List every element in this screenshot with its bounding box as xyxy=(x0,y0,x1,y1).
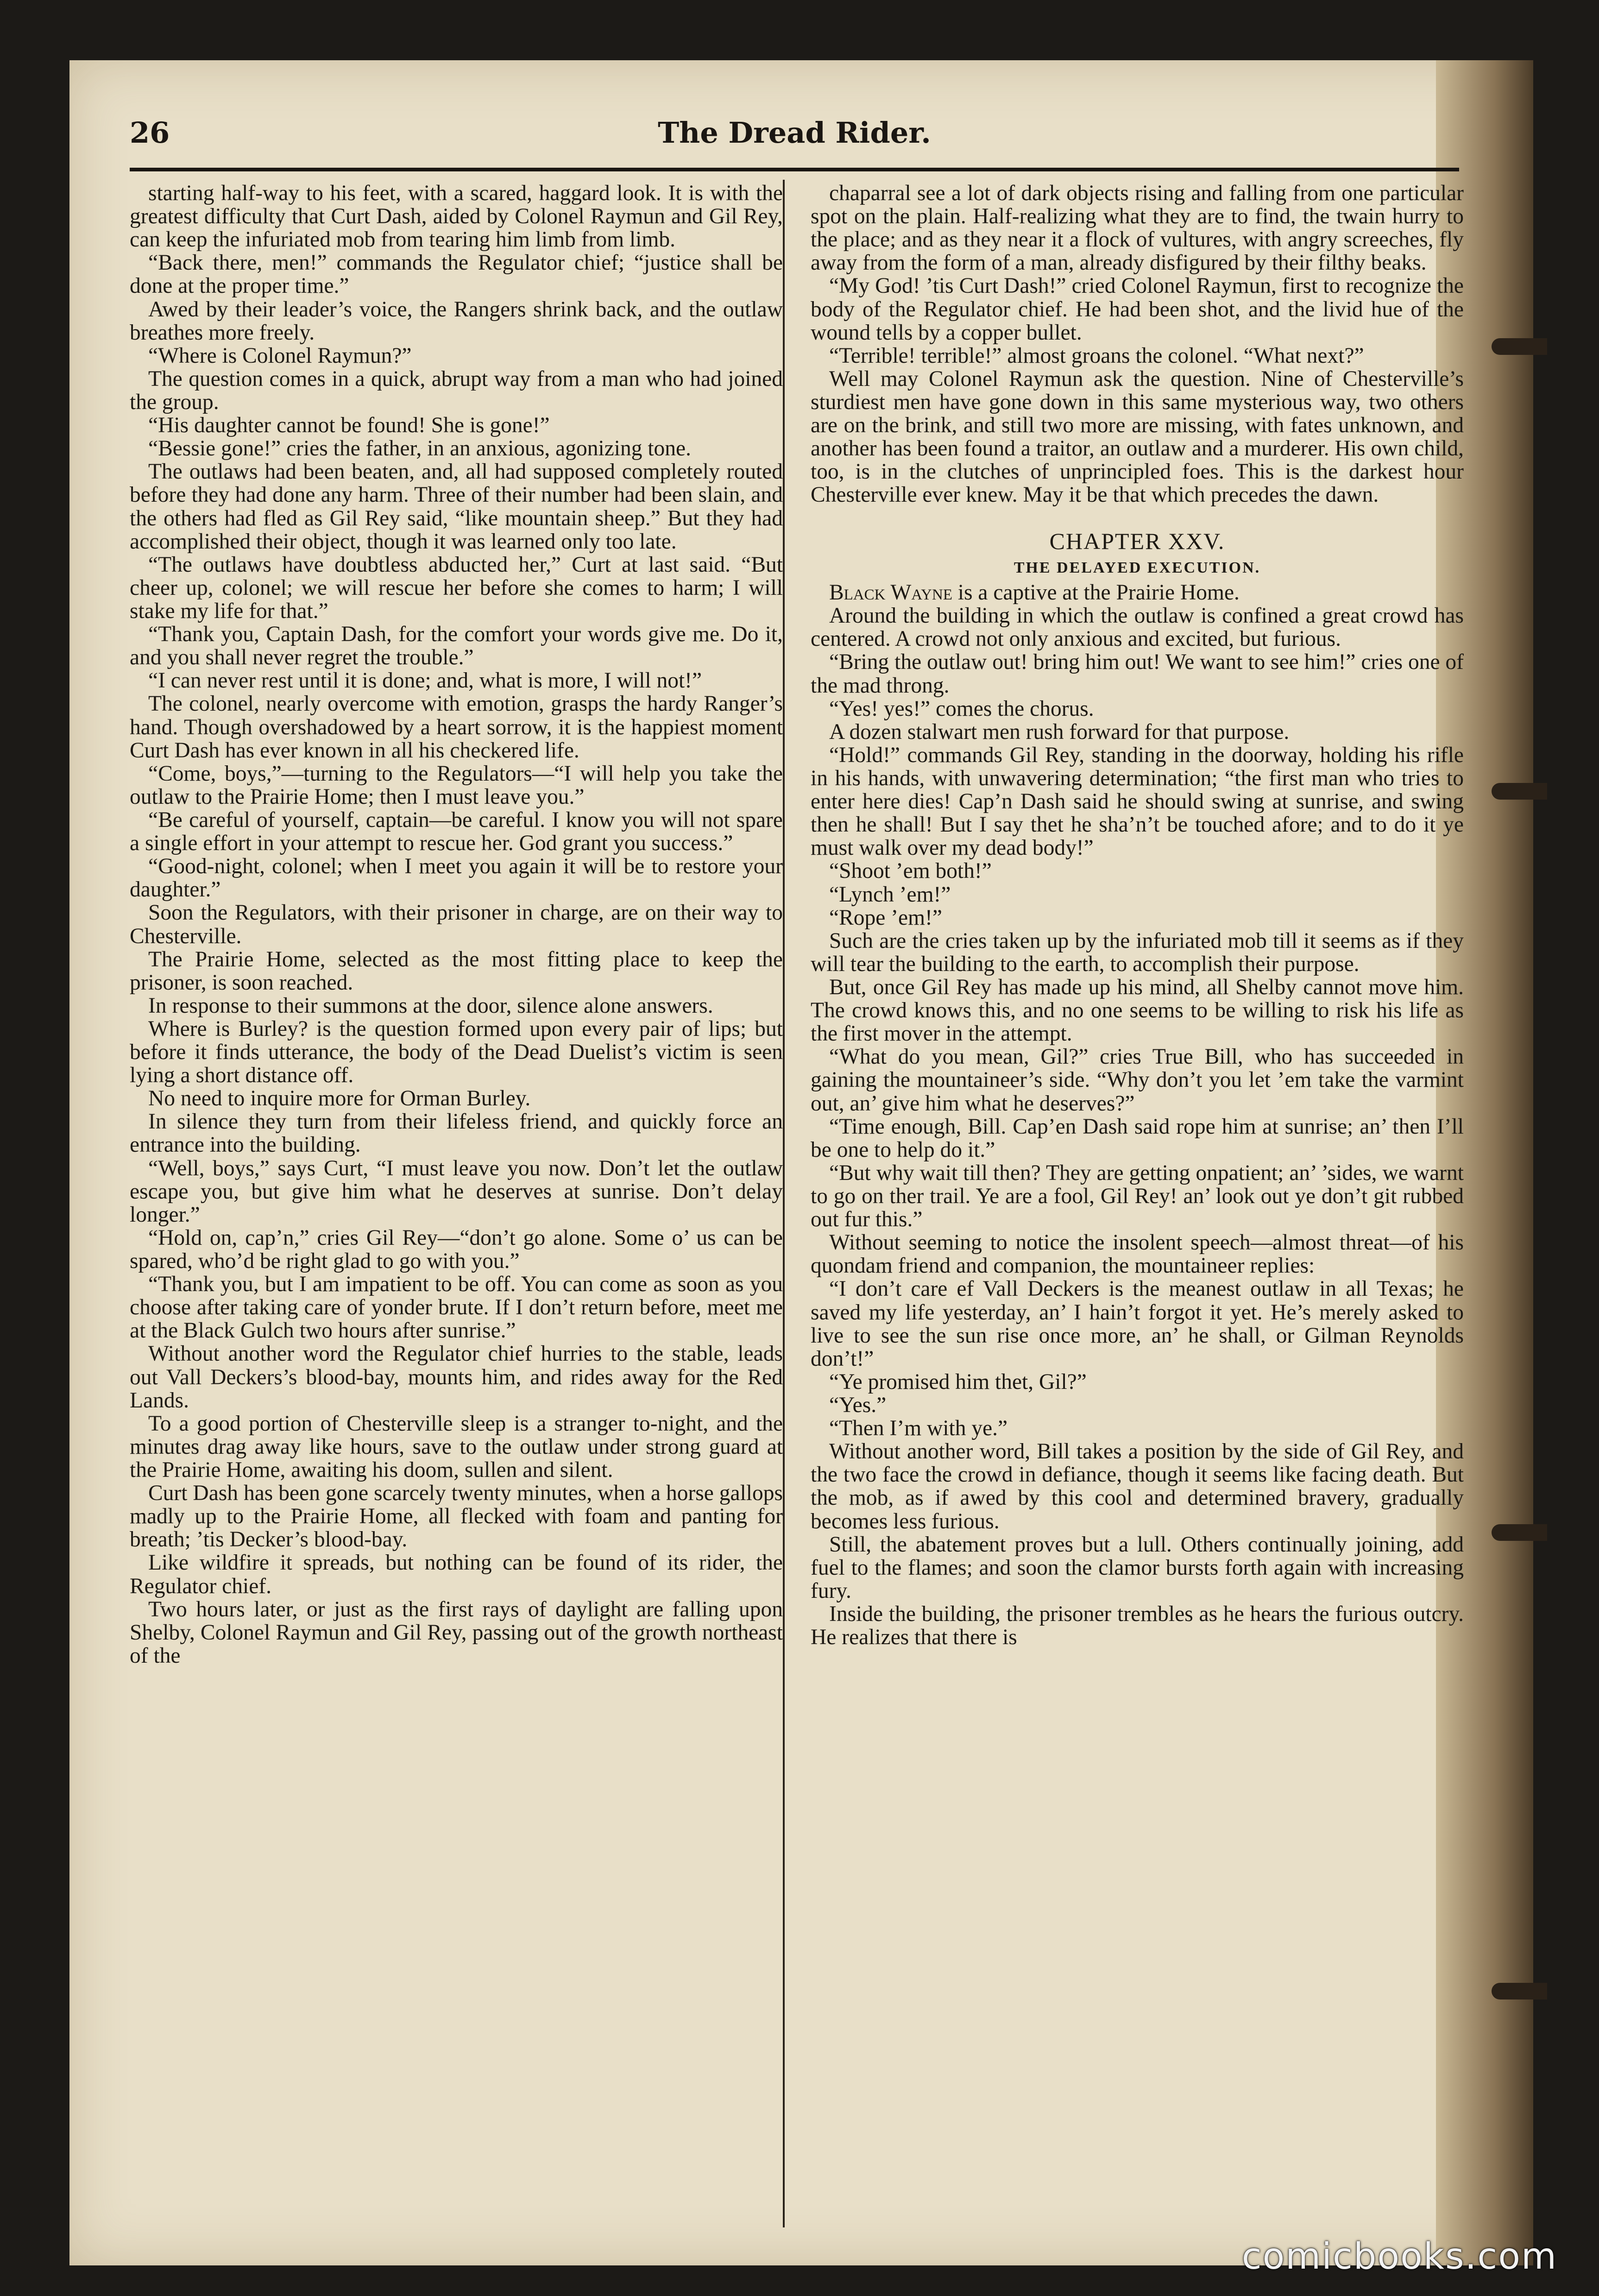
paragraph: “I don’t care ef Vall Deckers is the meanest outlaw in all Texas; he saved my life yesterday, an’ I hain’t forgot it yet. He’s merely asked to live to see the sun rise once more, an’ he shall, or Gilman Reynolds don’t!” xyxy=(811,1277,1464,1371)
paragraph: “Hold on, cap’n,” cries Gil Rey—“don’t go alone. Some o’ us can be spared, who’d be right glad to go with you.” xyxy=(130,1225,783,1274)
paragraph: starting half-way to his feet, with a scared, haggard look. It is with the greatest difficulty that Curt Dash, aided by Colonel Raymun and Gil Rey, can keep the infuriated mob from tearing him limb from limb. xyxy=(130,182,783,252)
paragraph: “Shoot ’em both!” xyxy=(829,859,992,883)
binding-tab xyxy=(1492,1983,1547,2000)
paragraph: Well may Colonel Raymun ask the question. Nine of Chesterville’s sturdiest men have gone down in this same mysterious way, two others are on the brink, and still two more are missing, with fates unknown, and another has been found a traitor, an outlaw and a murderer. His own child, too, is in the clutches of unprincipled foes. This is the darkest hour Chesterville ever knew. May it be that which precedes the dawn. xyxy=(811,366,1464,507)
paragraph: In response to their summons at the door, silence alone answers. xyxy=(148,993,713,1018)
paragraph: “Yes.” xyxy=(829,1393,887,1417)
left-column xyxy=(130,182,783,2220)
paragraph: “Back there, men!” commands the Regulator chief; “justice shall be done at the proper time.” xyxy=(130,251,783,298)
paragraph: Soon the Regulators, with their prisoner in charge, are on their way to Chesterville. xyxy=(130,901,783,948)
paragraph: In silence they turn from their lifeless friend, and quickly force an entrance into the building. xyxy=(130,1110,783,1157)
paragraph: But, once Gil Rey has made up his mind, all Shelby cannot move him. The crowd knows this, and no one seems to be willing to risk his life as the first mover in the attempt. xyxy=(811,975,1464,1046)
right-column-top xyxy=(811,182,1464,507)
page xyxy=(69,60,1533,2265)
right-column-bottom xyxy=(811,604,1464,1649)
paragraph: “The outlaws have doubtless abducted her,” Curt at last said. “But cheer up, colonel; we will rescue her before she comes to harm; I will stake my life for that.” xyxy=(130,552,783,623)
chapter-subtitle: THE DELAYED EXECUTION. xyxy=(1014,559,1261,577)
header-rule xyxy=(130,168,1459,171)
paragraph: Inside the building, the prisoner trembles as he hears the furious outcry. He realizes that there is xyxy=(811,1602,1464,1650)
chapter-lead-paragraph xyxy=(811,581,1464,604)
paragraph: “Well, boys,” says Curt, “I must leave you now. Don’t let the outlaw escape you, but give him what he deserves at sunrise. Don’t delay longer.” xyxy=(130,1156,783,1227)
paragraph: Still, the abatement proves but a lull. Others continually joining, add fuel to the flames; and soon the clamor bursts forth again with increasing fury. xyxy=(811,1532,1464,1603)
paragraph: Curt Dash has been gone scarcely twenty minutes, when a horse gallops madly up to the Prairie Home, all flecked with foam and panting for breath; ’tis Decker’s blood-bay. xyxy=(130,1481,783,1552)
paragraph: Without another word the Regulator chief hurries to the stable, leads out Vall Deckers’s blood-bay, mounts him, and rides away for the Red Lands. xyxy=(130,1342,783,1413)
paragraph: “My God! ’tis Curt Dash!” cried Colonel Raymun, first to recognize the body of the Regulator chief. He had been shot, and the livid hue of the wound tells by a copper bullet. xyxy=(811,274,1464,345)
paragraph: “Bessie gone!” cries the father, in an anxious, agonizing tone. xyxy=(148,436,692,461)
paragraph: “Terrible! terrible!” almost groans the colonel. “What next?” xyxy=(829,343,1364,368)
right-column xyxy=(811,182,1464,2220)
chapter-title: CHAPTER XXV. xyxy=(1049,528,1225,554)
paragraph: To a good portion of Chesterville sleep is a stranger to-night, and the minutes drag away like hours, save to the outlaw under strong guard at the Prairie Home, awaiting his doom, sullen and silent. xyxy=(130,1411,783,1482)
paragraph: “Thank you, but I am impatient to be off. You can come as soon as you choose after taking care of yonder brute. If I don’t return before, meet me at the Black Gulch two hours after sunrise.” xyxy=(130,1272,783,1343)
paragraph: Without seeming to notice the insolent speech—almost threat—of his quondam friend and companion, the mountaineer replies: xyxy=(811,1230,1464,1278)
paragraph: “What do you mean, Gil?” cries True Bill, who has succeeded in gaining the mountaineer’s side. “Why don’t you let ’em take the varmint out, an’ give him what he deserves?” xyxy=(811,1045,1464,1116)
binding-tab xyxy=(1492,783,1547,800)
paragraph: “Lynch ’em!” xyxy=(829,882,951,907)
binding-tab xyxy=(1492,338,1547,355)
column-divider xyxy=(783,180,785,2227)
paragraph: “Good-night, colonel; when I meet you again it will be to restore your daughter.” xyxy=(130,854,783,902)
paragraph: “Bring the outlaw out! bring him out! We want to see him!” cries one of the mad throng. xyxy=(811,650,1464,698)
paragraph: “Hold!” commands Gil Rey, standing in the doorway, holding his rifle in his hands, with unwavering determination; “the first man who tries to enter here dies! Cap’n Dash said he should swing at sunrise, and swing then he shall! But I say thet he sha’n’t be touched afore; and to do it ye must walk over my dead body!” xyxy=(811,743,1464,860)
paragraph: “Be careful of yourself, captain—be careful. I know you will not spare a single effort in your attempt to rescue her. God grant you success.” xyxy=(130,807,783,856)
paragraph: Where is Burley? is the question formed upon every pair of lips; but before it finds utterance, the body of the Dead Duelist’s victim is seen lying a short distance off. xyxy=(130,1016,783,1088)
paragraph: “Where is Colonel Raymun?” xyxy=(148,343,412,368)
chapter-lead-rest: is a captive at the Prairie Home. xyxy=(952,580,1240,605)
paragraph: No need to inquire more for Orman Burley. xyxy=(148,1086,531,1111)
paragraph: “Come, boys,”—turning to the Regulators—“I will help you take the outlaw to the Prairie Home; then I must leave you.” xyxy=(130,761,783,809)
page-header xyxy=(130,111,1459,167)
paragraph: “Ye promised him thet, Gil?” xyxy=(829,1369,1087,1394)
paragraph: “But why wait till then? They are getting onpatient; an’ ’sides, we warnt to go on ther trail. Ye are a fool, Gil Rey! an’ look out ye don’t git rubbed out fur this.” xyxy=(811,1161,1464,1232)
watermark: comicbooks.com xyxy=(1241,2236,1557,2277)
paragraph: “Yes! yes!” comes the chorus. xyxy=(829,696,1094,721)
paragraph: “Time enough, Bill. Cap’en Dash said rope him at sunrise; an’ then I’ll be one to help do it.” xyxy=(811,1114,1464,1162)
paragraph: chaparral see a lot of dark objects rising and falling from one particular spot on the plain. Half-realizing what they are to find, the twain hurry to the place; and as they near it a flock of vultures, with angry screeches, fly away from the form of a man, already disfigured by their filthy beaks. xyxy=(811,182,1464,275)
paragraph: The colonel, nearly overcome with emotion, grasps the hardy Ranger’s hand. Though overshadowed by a heart sorrow, it is the happiest moment Curt Dash has ever known in all his checkered life. xyxy=(130,692,783,763)
binding-tab xyxy=(1492,1524,1547,1541)
page-number: 26 xyxy=(130,116,170,150)
paragraph: Such are the cries taken up by the infuriated mob till it seems as if they will tear the building to the earth, to accomplish their purpose. xyxy=(811,928,1464,976)
paragraph: The question comes in a quick, abrupt way from a man who had joined the group. xyxy=(130,366,783,414)
paragraph: Around the building in which the outlaw is confined a great crowd has centered. A crowd not only anxious and excited, but furious. xyxy=(811,604,1464,651)
paragraph: Awed by their leader’s voice, the Rangers shrink back, and the outlaw breathes more freely. xyxy=(130,297,783,345)
paragraph: “I can never rest until it is done; and, what is more, I will not!” xyxy=(148,669,702,693)
paragraph: Like wildfire it spreads, but nothing can be found of its rider, the Regulator chief. xyxy=(130,1551,783,1598)
paragraph: Two hours later, or just as the first rays of daylight are falling upon Shelby, Colonel Raymun and Gil Rey, passing out of the growth northeast of the xyxy=(130,1597,783,1668)
paragraph: The Prairie Home, selected as the most fitting place to keep the prisoner, is soon reached. xyxy=(130,947,783,995)
paragraph: “His daughter cannot be found! She is gone!” xyxy=(148,413,550,438)
paragraph: Without another word, Bill takes a position by the side of Gil Rey, and the two face the crowd in defiance, though it seems like facing death. But the mob, as if awed by this cool and determined bravery, gradually becomes less furious. xyxy=(811,1439,1464,1533)
paragraph: “Then I’m with ye.” xyxy=(829,1416,1008,1441)
running-title: The Dread Rider. xyxy=(658,116,931,150)
paragraph: “Rope ’em!” xyxy=(829,905,942,930)
paragraph: “Thank you, Captain Dash, for the comfort your words give me. Do it, and you shall never regret the trouble.” xyxy=(130,622,783,670)
paragraph: A dozen stalwart men rush forward for that purpose. xyxy=(829,719,1290,744)
paragraph: The outlaws had been beaten, and, all had supposed completely routed before they had done any harm. Three of their number had been slain, and the others had fled as Gil Rey said, “like mountain sheep.” But they had accomplished their object, though it was learned only too late. xyxy=(130,460,783,554)
chapter-lead-word: Black Wayne xyxy=(829,580,952,605)
